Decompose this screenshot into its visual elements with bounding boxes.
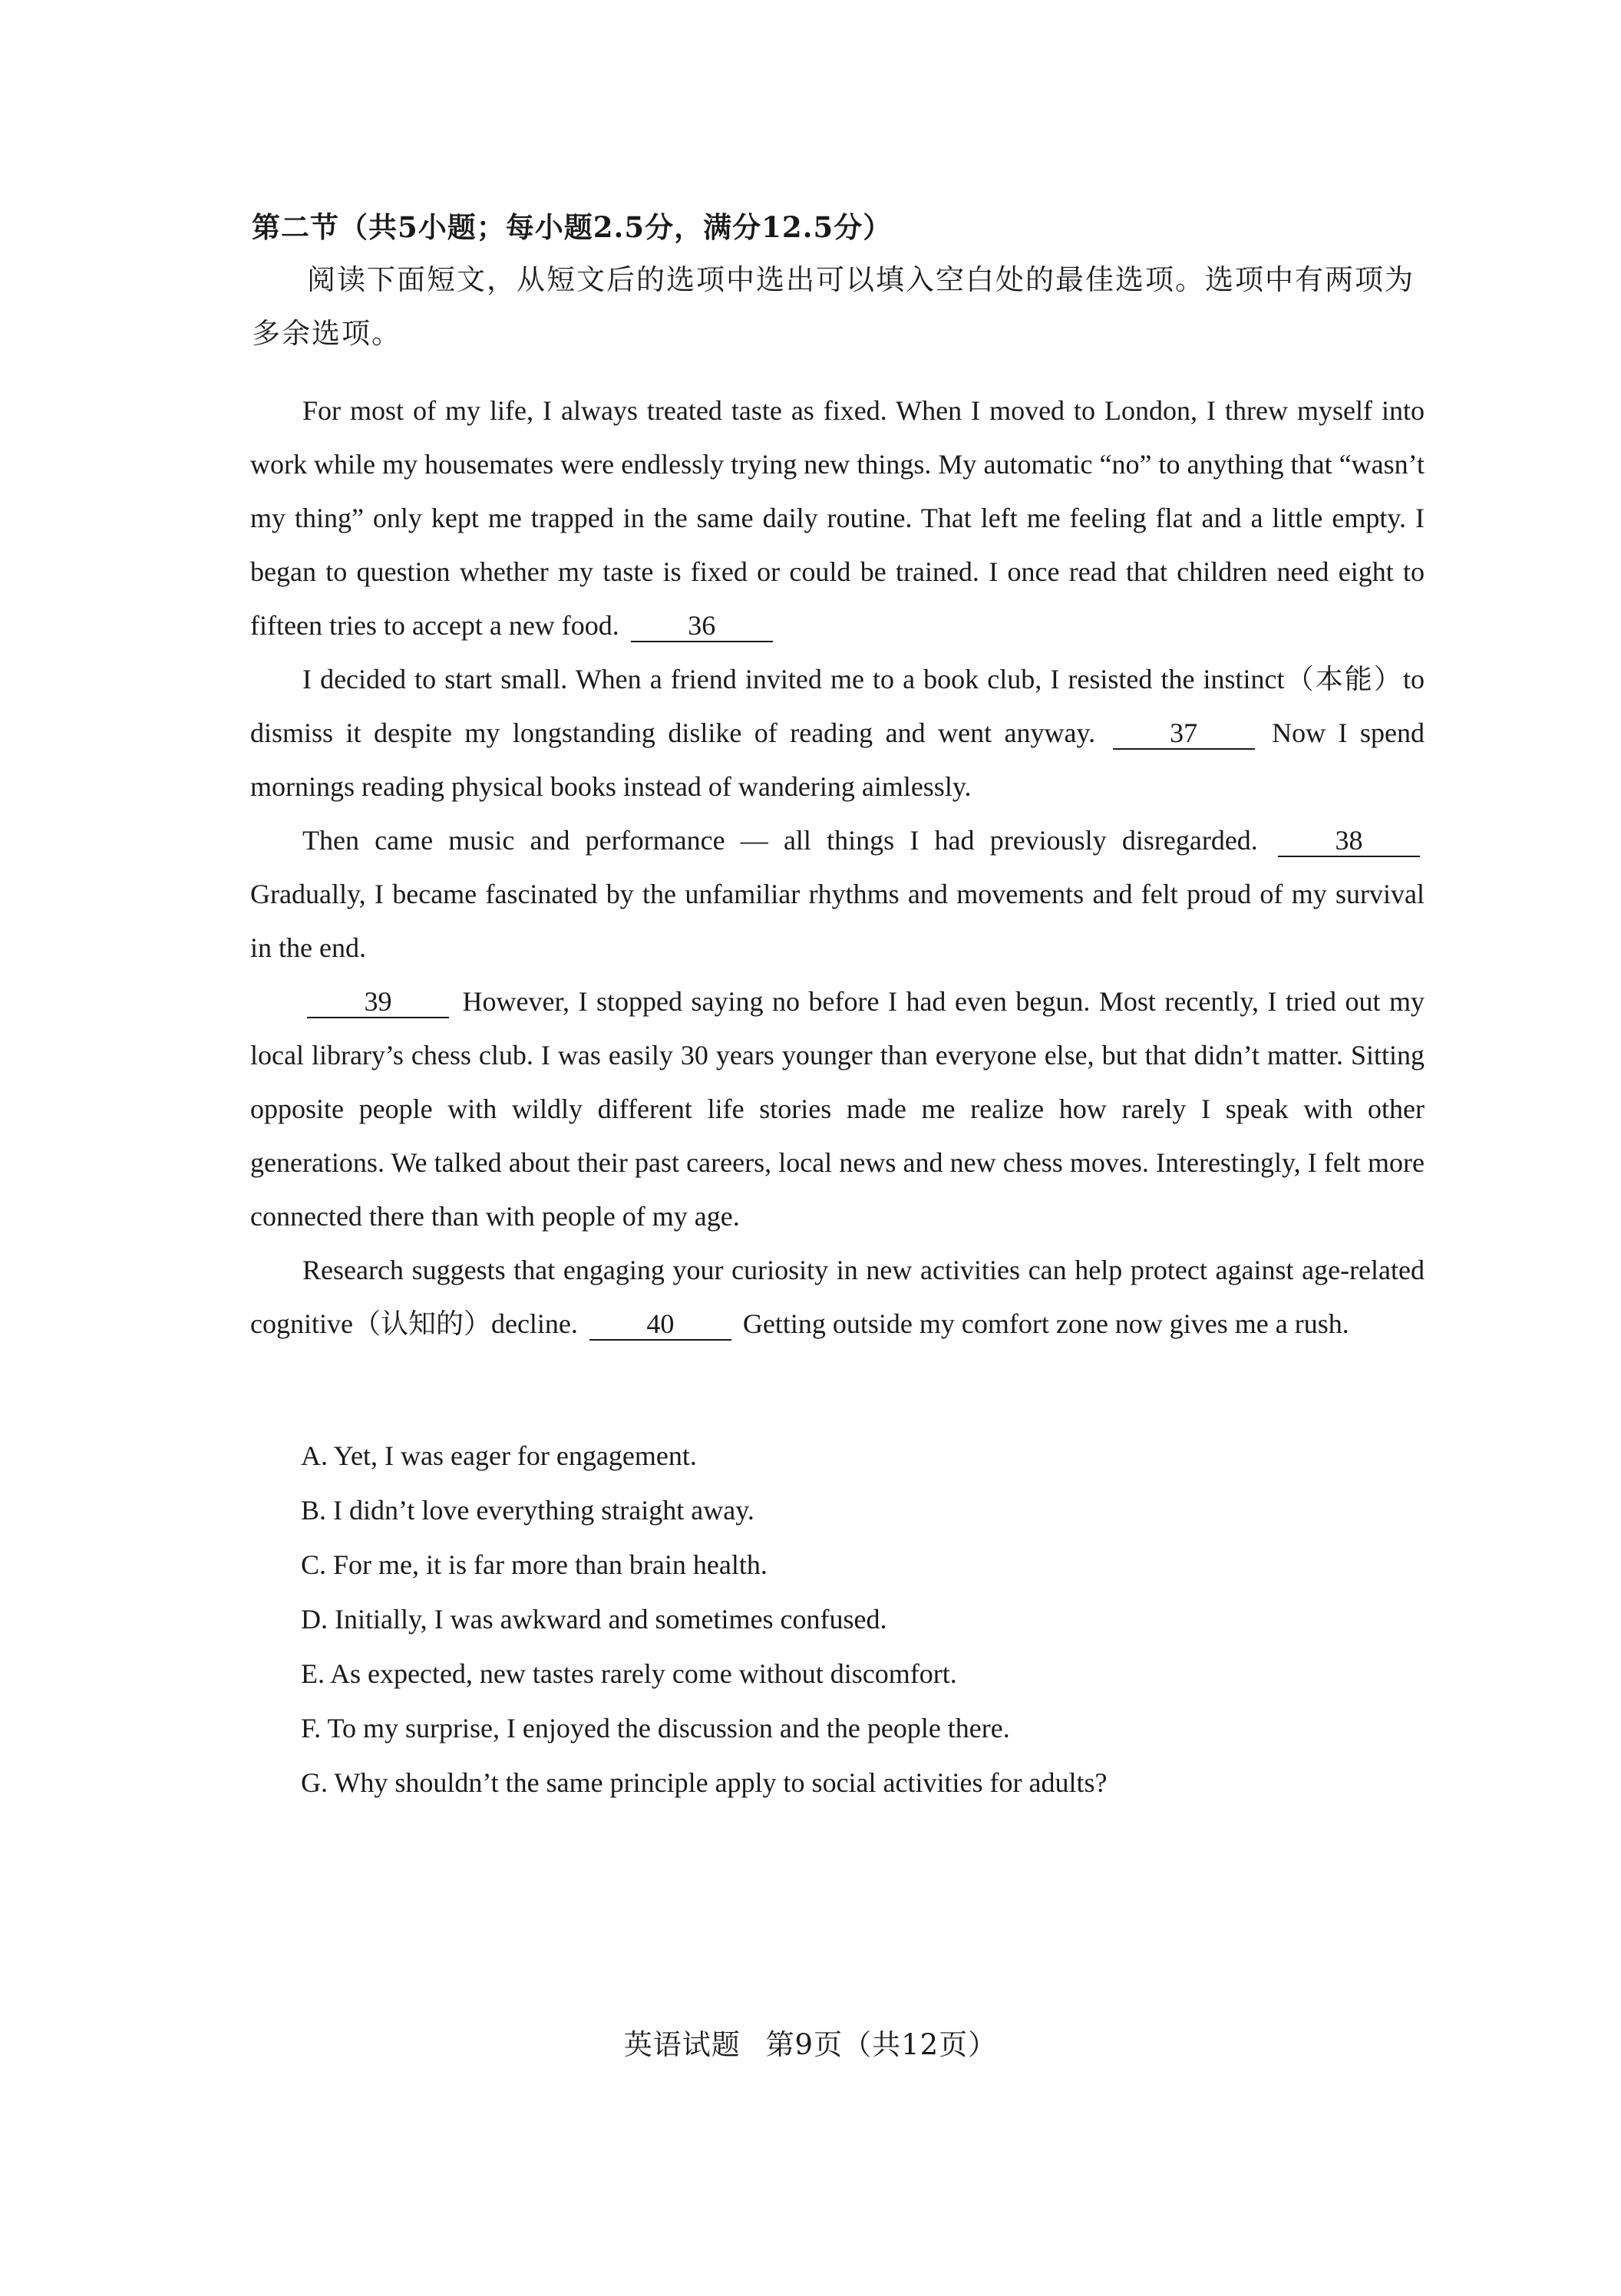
option-e: E. As expected, new tastes rarely come without discomfort. xyxy=(301,1658,957,1689)
passage-paragraph-2 xyxy=(250,652,1425,813)
option-d: D. Initially, I was awkward and sometimes confused. xyxy=(301,1604,887,1635)
passage-paragraph-5 xyxy=(250,1243,1425,1351)
passage-paragraph-3 xyxy=(250,813,1425,975)
option-f: F. To my surprise, I enjoyed the discussion and the people there. xyxy=(301,1713,1010,1743)
blank-39: 39 xyxy=(307,986,449,1018)
section-instructions: 阅读下面短文，从短文后的选项中选出可以填入空白处的最佳选项。选项中有两项为多余选项。 xyxy=(252,263,1415,350)
blank-40: 40 xyxy=(589,1308,731,1341)
option-c: C. For me, it is far more than brain health. xyxy=(301,1549,768,1580)
footer-subject: 英语试题 xyxy=(623,2028,741,2061)
paragraph-text: Then came music and performance — all things I had previously disregarded. xyxy=(302,825,1258,856)
paragraph-text: Research suggests that engaging your curiosity in new activities can help protect against age-related cognitive（认知的）decline. xyxy=(250,1255,1425,1339)
option-a: A. Yet, I was eager for engagement. xyxy=(301,1440,697,1471)
footer-page-number: 第9页（共12页） xyxy=(765,2028,998,2061)
passage-paragraph-1 xyxy=(250,384,1425,652)
paragraph-text: Now I spend mornings reading physical books instead of wandering aimlessly. xyxy=(250,718,1425,802)
option-g: G. Why shouldn’t the same principle apply to social activities for adults? xyxy=(301,1767,1108,1798)
passage-paragraph-4 xyxy=(250,975,1425,1243)
paragraph-text: Gradually, I became fascinated by the unfamiliar rhythms and movements and felt proud of my survival in the end. xyxy=(250,879,1425,963)
paragraph-text: Getting outside my comfort zone now gives me a rush. xyxy=(742,1308,1349,1339)
section-heading: 第二节（共5小题；每小题2.5分，满分12.5分） xyxy=(252,210,893,244)
reading-passage xyxy=(250,384,1425,1351)
blank-37: 37 xyxy=(1113,718,1255,750)
paragraph-text: However, I stopped saying no before I had even begun. Most recently, I tried out my local library’s chess club. I was easily 30 years younger than everyone else, but that didn’t matter. Sitting opposite people with wildly different life stories made me realize how rarely I speak with other generations. We talked about their past careers, local news and new chess moves. Interestingly, I felt more connected there than with people of my age. xyxy=(250,986,1425,1232)
option-b: B. I didn’t love everything straight away. xyxy=(301,1495,754,1526)
paragraph-text: For most of my life, I always treated taste as fixed. When I moved to London, I threw myself into work while my housemates were endlessly trying new things. My automatic “no” to anything that “wasn’t my thing” only kept me trapped in the same daily routine. That left me feeling flat and a little empty. I began to question whether my taste is fixed or could be trained. I once read that children need eight to fifteen tries to accept a new food. xyxy=(250,395,1425,641)
paragraph-text: I decided to start small. When a friend invited me to a book club, I resisted the instinct（本能）to dismiss it despite my longstanding dislike of reading and went anyway. xyxy=(250,664,1425,748)
blank-36: 36 xyxy=(631,610,773,642)
blank-38: 38 xyxy=(1278,825,1420,857)
page-footer xyxy=(0,2026,1621,2064)
answer-options xyxy=(301,1429,1421,1810)
